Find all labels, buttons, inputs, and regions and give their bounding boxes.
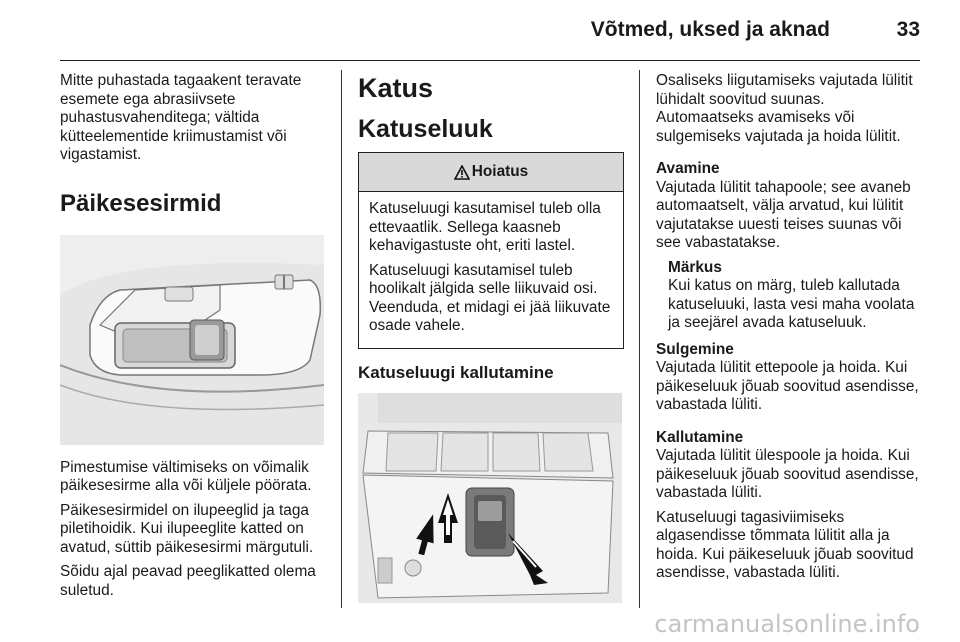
page-number: 33 [896, 18, 920, 41]
section-heading-tilting: Katuseluugi kallutamine [358, 362, 554, 382]
warning-paragraph: Katuseluugi kasutamisel tuleb olla ettevaatlik. Sellega kaasneb kehavigastuste oht, eriti lastel. [369, 200, 601, 254]
watermark: carmanualsonline.info [654, 610, 920, 638]
column-1 [60, 72, 326, 606]
section-subheading-sunroof: Katuseluuk [358, 115, 493, 143]
paragraph: Vajutada lülitit tahapoole; see avaneb automaatselt, välja arvatud, kui lülitit vajutatakse uuesti teises suunas või see vabastatakse. [656, 178, 911, 251]
paragraph: Vajutada lülitit ettepoole ja hoida. Kui päikeseluuk jõuab soovitud asendisse, vabastada lüliti. [656, 359, 919, 413]
paragraph: Päikesesirmidel on ilupeeglid ja taga piletihoidik. Kui ilupeeglite katted on avatud, süttib päikesesirmi märgutuli. [60, 501, 314, 556]
sun-visor-illustration [60, 235, 324, 445]
note-title: Märkus [668, 258, 722, 276]
header-title: Võtmed, uksed ja aknad [590, 18, 830, 41]
note-text: Kui katus on märg, tuleb kallutada katuseluuki, lasta vesi maha voolata ja seejärel avada katuseluuk. [668, 277, 915, 331]
section-heading-sun-visors: Päikesesirmid [60, 189, 222, 217]
intro-text: Mitte puhastada tagaakent teravate esemete ega abrasiivsete puhastusvahenditega; vältida kütteelementide kriimustamist või vigastamist. [60, 72, 302, 163]
subheading-tilting: Kallutamine [656, 428, 744, 446]
section-heading-roof: Katus [358, 73, 434, 103]
subheading-opening: Avamine [656, 160, 720, 177]
warning-triangle-icon [454, 165, 470, 180]
subheading-closing: Sulgemine [656, 340, 734, 358]
note-block [656, 259, 922, 333]
sunroof-switch-illustration [358, 393, 622, 603]
warning-paragraph: Katuseluugi kasutamisel tuleb hoolikalt jälgida selle liikuvaid osi. Veenduda, et midagi ei jää liikuvate osade vahele. [369, 261, 611, 334]
warning-body [359, 192, 623, 348]
column-divider [639, 70, 640, 608]
intro-text: Osaliseks liigutamiseks vajutada lülitit lühidalt soovitud suunas. Automaatseks avamiseks või sulgemiseks vajutada ja hoida lülitit. [656, 72, 913, 145]
column-2 [358, 72, 624, 603]
column-3 [656, 72, 922, 589]
column-divider [341, 70, 342, 608]
page-header [60, 0, 920, 61]
warning-title: Hoiatus [471, 163, 529, 180]
warning-header [359, 153, 623, 192]
warning-box [358, 152, 624, 349]
paragraph: Sõidu ajal peavad peeglikatted olema suletud. [60, 563, 316, 599]
paragraph: Katuseluugi tagasiviimiseks algasendisse tõmmata lülitit alla ja hoida. Kui päikeseluuk jõuab soovitud asendisse, vabastada lüliti. [656, 508, 914, 581]
paragraph: Pimestumise vältimiseks on võimalik päikesesirme alla või küljele pöörata. [60, 458, 312, 494]
paragraph: Vajutada lülitit ülespoole ja hoida. Kui päikeseluuk jõuab soovitud asendisse, vabastada lüliti. [656, 447, 919, 501]
